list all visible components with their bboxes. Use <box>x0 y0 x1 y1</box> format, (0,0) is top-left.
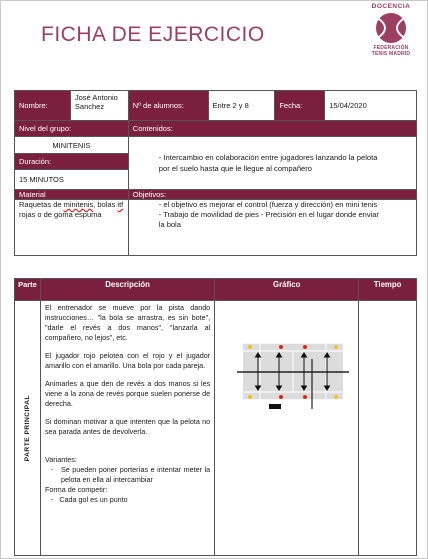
nombre-label: Nombre: <box>15 91 71 121</box>
logo-docencia-text: DOCENCIA <box>371 3 411 10</box>
description-paragraph-2: El jugador rojo pelotea con el rojo y el jugador amarillo con el amarillo. Una bola por cada pareja. <box>44 351 211 370</box>
graphic-cell <box>215 301 359 556</box>
material-text-2: minitenis <box>63 200 94 209</box>
alumnos-label: Nº de alumnos: <box>128 91 208 121</box>
page-title: FICHA DE EJERCICIO <box>41 23 265 46</box>
variantes-label: Variantes: <box>44 455 77 464</box>
nivel-value: MINITENIS <box>15 137 129 154</box>
logo-line-1: FEDERACIÓN <box>373 45 409 51</box>
description-paragraph-1: El entrenador se mueve por la pista dando instrucciones… "la bola se arrastra, es sin bote", "darle el revés a dos manos", "lanzarla al compañero, no lejos", etc. <box>44 303 211 342</box>
player-red <box>303 345 307 349</box>
material-text-4: itf <box>117 200 124 209</box>
description-paragraph-3: Animarles a que den de revés a dos manos si les viene a la zona de revés porque suelen ponerse de derecha. <box>44 379 211 408</box>
duracion-value: 15 MINUTOS <box>15 170 129 190</box>
contenidos-value: - Intercambio en colaboración entre jugadores lanzando la pelota por el suelo hasta que le llegue al compañero <box>128 137 416 190</box>
nombre-value: José Antonio Sanchez <box>70 91 128 121</box>
nivel-label: Nivel del grupo: <box>15 121 129 137</box>
court-diagram <box>215 321 357 421</box>
objetivo-2: - Trabajo de movilidad de pies - Precisión en el lugar donde enviar la bola <box>158 210 379 229</box>
time-cell <box>359 301 417 556</box>
player-red <box>279 395 283 399</box>
exercise-table <box>14 278 417 556</box>
player-yellow <box>334 395 338 399</box>
fecha-label: Fecha: <box>275 91 325 121</box>
player-yellow <box>334 345 338 349</box>
col-descripcion: Descripción <box>40 279 214 301</box>
description-paragraph-4: Si dominan motivar a que intenten que la pelota no sea parada antes de devolverla. <box>44 417 211 436</box>
col-parte: Parte <box>15 279 41 301</box>
dash-glyph: - <box>50 495 60 504</box>
objetivo-1: - el objetivo es mejorar el control (fuerza y dirección) en mini tenis <box>158 200 378 209</box>
material-text-3: , bolas <box>93 200 118 209</box>
contenidos-label: Contenidos: <box>128 121 416 137</box>
col-grafico: Gráfico <box>215 279 359 301</box>
objetivos-value <box>128 200 416 256</box>
federation-logo <box>357 3 425 71</box>
description-cell <box>40 301 214 556</box>
variante-item-1 <box>45 465 210 485</box>
dash-glyph: - <box>50 465 61 474</box>
forma-label: Forma de competir: <box>44 485 108 494</box>
player-yellow <box>248 395 252 399</box>
player-red <box>279 345 283 349</box>
coach-marker <box>269 404 281 409</box>
alumnos-value: Entre 2 y 8 <box>208 91 275 121</box>
section-cell <box>15 301 41 556</box>
forma-text-1: Cada gol es un punto <box>59 495 128 504</box>
objetivos-label: Objetivos: <box>128 190 416 200</box>
forma-item-1 <box>45 495 210 505</box>
tennis-ball-icon <box>374 11 408 45</box>
fecha-value: 15/04/2020 <box>325 91 417 121</box>
material-label: Material <box>15 190 129 200</box>
logo-line-2: TENIS MADRID <box>371 51 411 57</box>
material-text-5: rojas o de goma espuma <box>19 210 102 219</box>
material-value <box>15 200 129 256</box>
section-label: PARTE PRINCIPAL <box>23 394 31 462</box>
player-yellow <box>248 345 252 349</box>
variante-text-1: Se pueden poner porterías e intentar meter la pelota en ella al intercambiar <box>60 465 211 484</box>
duracion-label: Duración: <box>15 154 129 170</box>
info-table <box>14 90 417 256</box>
player-red <box>303 395 307 399</box>
col-tiempo: Tiempo <box>359 279 417 301</box>
material-text-1: Raquetas de <box>19 200 64 209</box>
